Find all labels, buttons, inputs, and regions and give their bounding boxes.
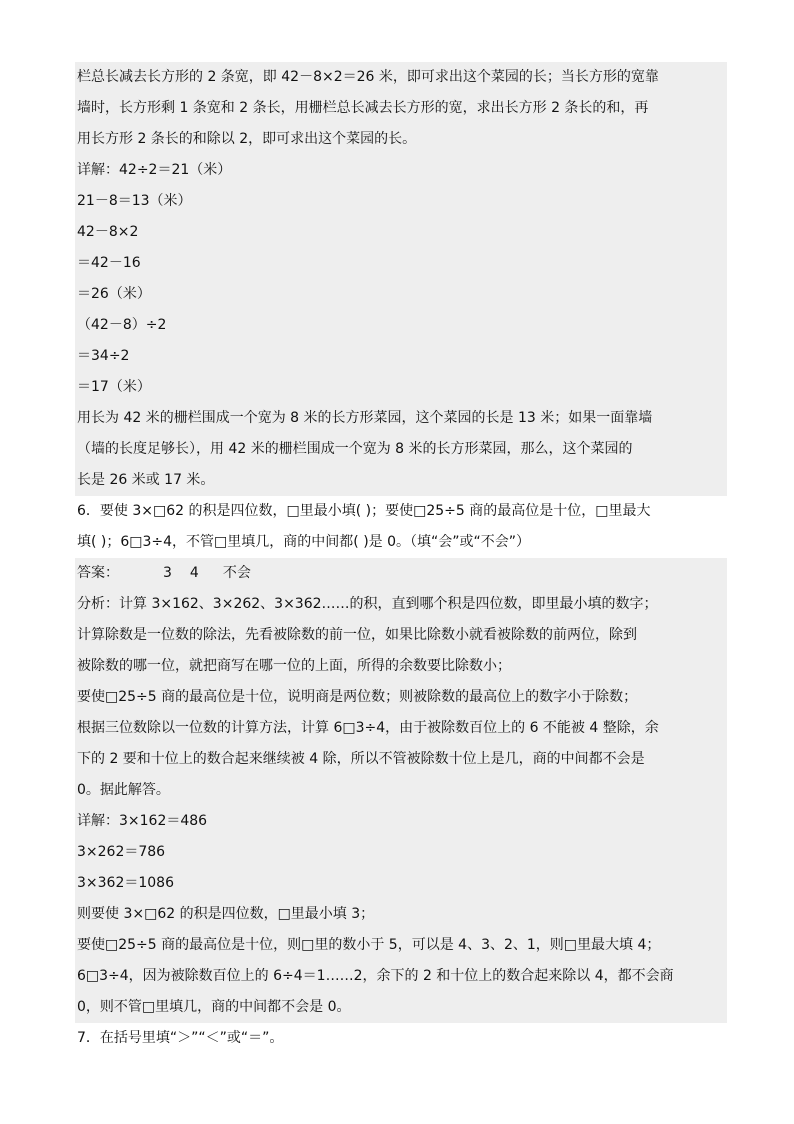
answer-value: 3	[163, 565, 172, 581]
text-line: 要使□25÷5 商的最高位是十位，则□里的数小于 5，可以是 4、3、2、1，则□里最大填 4；	[75, 930, 727, 961]
text-line: 用长方形 2 条长的和除以 2，即可求出这个菜园的长。	[75, 124, 727, 155]
answer-value: 不会	[222, 565, 251, 581]
answer-label: 答案：	[77, 565, 119, 581]
text-line: 栏总长减去长方形的 2 条宽，即 42－8×2＝26 米，即可求出这个菜园的长；当长方形的宽靠	[75, 62, 727, 93]
text-line: 用长为 42 米的栅栏围成一个宽为 8 米的长方形菜园，这个菜园的长是 13 米；如果一面靠墙	[75, 403, 727, 434]
question-line: 6．要使 3×□62 的积是四位数，□里最小填( )；要使□25÷5 商的最高位是十位，□里最大	[77, 503, 651, 519]
text-line: ＝34÷2	[75, 341, 727, 372]
text-line: 根据三位数除以一位数的计算方法，计算 6□3÷4，由于被除数百位上的 6 不能被 4 整除，余	[75, 713, 727, 744]
text-line: 0，则不管□里填几，商的中间都不会是 0。	[75, 992, 727, 1023]
answer-line	[75, 558, 727, 589]
text-line: 被除数的哪一位，就把商写在哪一位的上面，所得的余数要比除数小；	[75, 651, 727, 682]
text-line: （42－8）÷2	[75, 310, 727, 341]
text-line: 6□3÷4，因为被除数百位上的 6÷4＝1……2，余下的 2 和十位上的数合起来除以 4，都不会商	[75, 961, 727, 992]
text-line: 要使□25÷5 商的最高位是十位，说明商是两位数；则被除数的最高位上的数字小于除数；	[75, 682, 727, 713]
question-line: 填( )；6□3÷4，不管□里填几，商的中间都( )是 0。（填“会”或“不会”）	[77, 534, 531, 550]
text-line: 分析：计算 3×162、3×262、3×362……的积，直到哪个积是四位数，即里最小填的数字；	[75, 589, 727, 620]
text-line: 计算除数是一位数的除法，先看被除数的前一位，如果比除数小就看被除数的前两位，除到	[75, 620, 727, 651]
text-line: 下的 2 要和十位上的数合起来继续被 4 除，所以不管被除数十位上是几，商的中间都不会是	[75, 744, 727, 775]
text-line: （墙的长度足够长），用 42 米的栅栏围成一个宽为 8 米的长方形菜园，那么，这个菜园的	[75, 434, 727, 465]
text-line: ＝17（米）	[75, 372, 727, 403]
text-line: ＝42－16	[75, 248, 727, 279]
text-line: 详解：3×162＝486	[75, 806, 727, 837]
text-line: 则要使 3×□62 的积是四位数，□里最小填 3；	[75, 899, 727, 930]
answer-value: 4	[189, 565, 199, 581]
document-page	[75, 62, 727, 1054]
text-line: 长是 26 米或 17 米。	[75, 465, 727, 496]
text-line: 21－8＝13（米）	[75, 186, 727, 217]
text-line: 42－8×2	[75, 217, 727, 248]
text-line: 墙时，长方形剩 1 条宽和 2 条长，用栅栏总长减去长方形的宽，求出长方形 2 条长的和，再	[75, 93, 727, 124]
question-line: 7．在括号里填“＞”“＜”或“＝”。	[77, 1030, 284, 1046]
text-line: 3×362＝1086	[75, 868, 727, 899]
text-line: 0。据此解答。	[75, 775, 727, 806]
text-line: 详解：42÷2＝21（米）	[75, 155, 727, 186]
text-line: 3×262＝786	[75, 837, 727, 868]
text-line: ＝26（米）	[75, 279, 727, 310]
